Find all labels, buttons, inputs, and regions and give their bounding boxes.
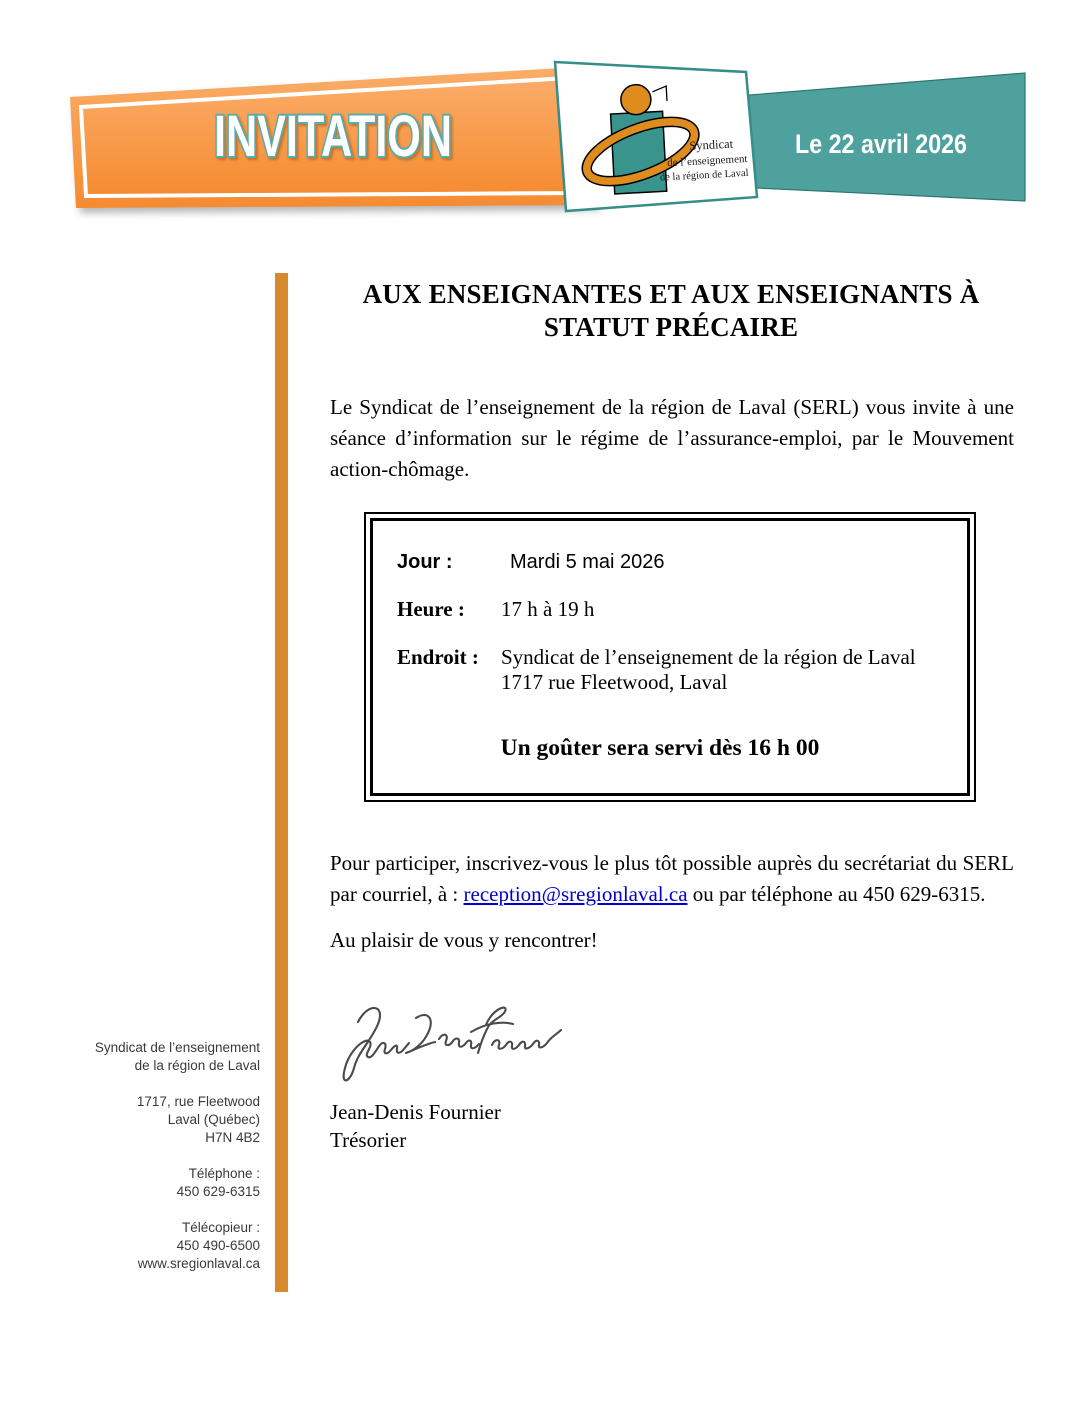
sidebar-line: www.sregionlaval.ca	[137, 1256, 260, 1271]
intro-line-3: action-chômage.	[330, 457, 470, 481]
closing-line: Au plaisir de vous y rencontrer!	[330, 928, 598, 952]
signer-title: Trésorier	[330, 1128, 407, 1152]
sidebar-line: Téléphone :	[188, 1166, 260, 1181]
invitation-title: INVITATION	[214, 104, 452, 169]
registration-line-1: Pour participer, inscrivez-vous le plus tôt possible auprès du secrétariat du SERL	[330, 851, 1014, 875]
contact-sidebar	[40, 1039, 260, 1273]
event-details-box-inner	[370, 518, 970, 796]
sidebar-line: Syndicat de l’enseignement	[94, 1040, 260, 1055]
event-details-box	[364, 512, 976, 802]
reception-email-link[interactable]: reception@sregionlaval.ca	[463, 882, 688, 906]
sidebar-line: 450 490-6500	[176, 1238, 260, 1253]
registration-line2-suffix: ou par téléphone au 450 629-6315.	[687, 882, 986, 906]
intro-line-2: séance d’information sur le régime de l’assurance-emploi, par le Mouvement	[330, 426, 1014, 450]
event-row-day	[373, 551, 947, 574]
date-banner-label: Le 22 avril 2026	[795, 129, 967, 159]
header-banner-group	[0, 0, 1088, 250]
signer-name: Jean-Denis Fournier	[330, 1100, 501, 1124]
event-row-place	[373, 645, 947, 695]
snack-highlight: Un goûter sera servi dès 16 h 00	[500, 735, 820, 761]
sidebar-line: 1717, rue Fleetwood	[136, 1094, 260, 1109]
place-value	[501, 645, 947, 695]
time-label: Heure :	[397, 597, 465, 621]
vertical-accent-bar	[275, 273, 288, 1292]
intro-line-1: Le Syndicat de l’enseignement de la région de Laval (SERL) vous invite à une	[330, 395, 1014, 419]
place-value-line1: Syndicat de l’enseignement de la région de Laval	[501, 645, 916, 669]
sidebar-line: de la région de Laval	[134, 1058, 260, 1073]
logo-text-line1: Syndicat	[688, 136, 734, 153]
registration-paragraph	[330, 848, 1014, 910]
logo-text-line2: de l’enseignement	[666, 152, 748, 170]
signer-block	[330, 1098, 501, 1154]
sidebar-line: Télécopieur :	[181, 1220, 260, 1235]
day-label: Jour :	[397, 551, 453, 573]
sidebar-spacer	[40, 1201, 260, 1219]
date-banner	[737, 73, 1025, 201]
place-value-line2: 1717 rue Fleetwood, Laval	[501, 670, 728, 694]
heading-line-1: AUX ENSEIGNANTES ET AUX ENSEIGNANTS À	[362, 279, 980, 309]
sidebar-line: Laval (Québec)	[167, 1112, 260, 1127]
sidebar-line: H7N 4B2	[205, 1130, 260, 1145]
sidebar-line: 450 629-6315	[176, 1184, 260, 1199]
handwritten-signature-image	[328, 998, 568, 1093]
event-row-time	[373, 597, 947, 622]
registration-line2-prefix: par courriel, à :	[330, 882, 464, 906]
letter-heading	[330, 278, 1012, 344]
place-label: Endroit :	[397, 645, 479, 669]
logo-card	[555, 62, 757, 211]
sidebar-spacer	[40, 1075, 260, 1093]
sidebar-spacer	[40, 1147, 260, 1165]
heading-line-2: STATUT PRÉCAIRE	[543, 312, 799, 342]
logo-text-line3: de la région de Laval	[659, 167, 749, 184]
intro-paragraph	[330, 392, 1014, 485]
registration-line-2	[330, 879, 1014, 910]
day-value: Mardi 5 mai 2026	[510, 551, 665, 573]
time-value: 17 h à 19 h	[501, 597, 595, 621]
